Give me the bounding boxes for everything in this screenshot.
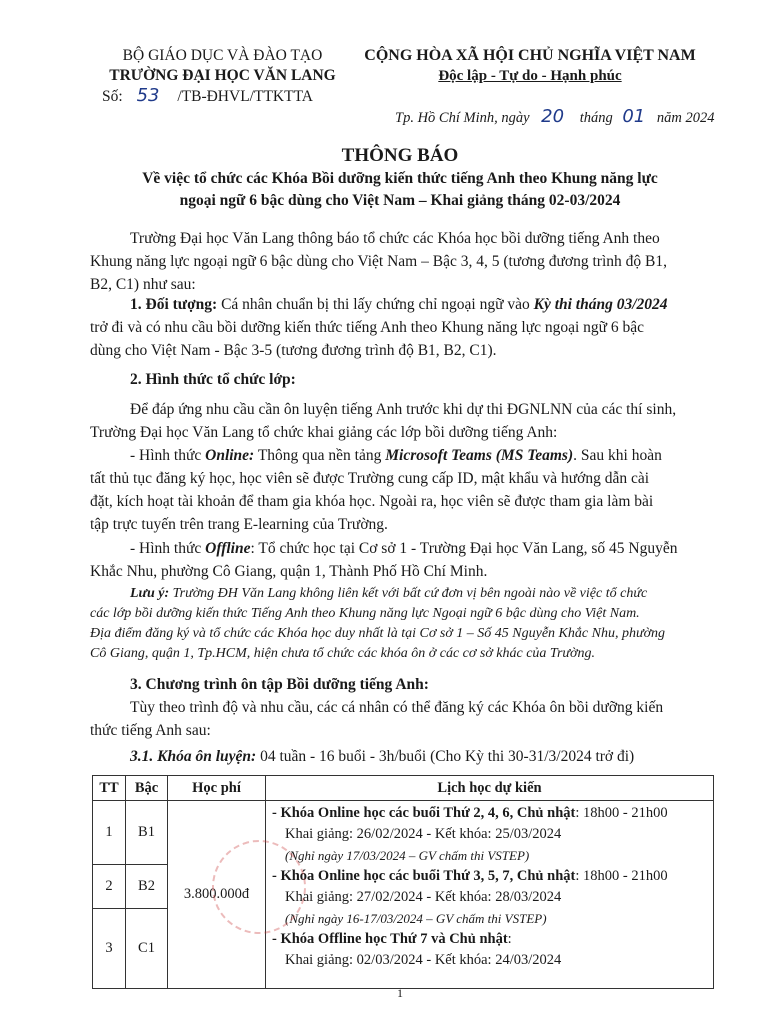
handwritten-month: 01 [622, 106, 646, 127]
fee-cell: 3.800.000đ [168, 801, 266, 989]
note-label: Lưu ý: [130, 586, 170, 601]
intro-paragraph: Trường Đại học Văn Lang thông báo tổ chức các Khóa học bồi dưỡng tiếng Anh theo Khung năng lực ngoại ngữ 6 bậc dùng cho Việt Nam – Bậc 3, 4, 5 (tương đương trình độ B1, B2, C1) như sau: [90, 230, 667, 293]
table-header-row [93, 776, 714, 801]
header-tt: TT [93, 776, 126, 801]
row-level: C1 [126, 909, 168, 989]
note-paragraph: Lưu ý: Trường ĐH Văn Lang không liên kết với bất cứ đơn vị bên ngoài nào về việc tổ chức các lớp bồi dưỡng kiến thức Tiếng Anh theo Khung năng lực Ngoại ngữ 6 bậc dùng cho Việt Nam. Địa điểm đăng ký và tổ chức các Khóa học duy nhất là tại Cơ sở 1 – Số 45 Nguyễn Khắc Nhu, phường Cô Giang, quận 1, Tp.HCM, hiện chưa tổ chức các khóa ôn ở các cơ sở khác của Trường. [90, 586, 666, 661]
row-number: 1 [93, 801, 126, 865]
exam-date-highlight: Kỳ thi tháng 03/2024 [533, 296, 668, 313]
row-level: B2 [126, 865, 168, 909]
row-level: B1 [126, 801, 168, 865]
header-fee: Học phí [168, 776, 266, 801]
section-3-1: 3.1. Khóa ôn luyện: 04 tuần - 16 buổi - 3h/buổi (Cho Kỳ thi 30-31/3/2024 trở đi) [130, 748, 635, 765]
handwritten-day: 20 [541, 106, 565, 127]
notice-subtitle: Về việc tổ chức các Khóa Bồi dưỡng kiến thức tiếng Anh theo Khung năng lực ngoại ngữ 6 bậc dùng cho Việt Nam – Khai giảng tháng 02-03/2024 [142, 170, 658, 209]
header-schedule: Lịch học dự kiến [266, 776, 714, 801]
section-1-label: 1. Đối tượng: [130, 296, 218, 313]
national-motto: Độc lập - Tự do - Hạnh phúc [438, 68, 622, 84]
section-3-intro: Tùy theo trình độ và nhu cầu, các cá nhân có thể đăng ký các Khóa ôn bồi dưỡng kiến thức tiếng Anh sau: [90, 699, 664, 739]
ministry-name: BỘ GIÁO DỤC VÀ ĐÀO TẠO [122, 47, 323, 64]
schedule-table [92, 775, 714, 989]
header-right [350, 46, 710, 86]
subsection-label: 3.1. Khóa ôn luyện: [130, 748, 257, 765]
section-2-heading: 2. Hình thức tổ chức lớp: [130, 371, 296, 388]
row-number: 2 [93, 865, 126, 909]
offline-format: - Hình thức Offline: Tổ chức học tại Cơ sở 1 - Trường Đại học Văn Lang, số 45 Nguyễn Khắc Nhu, phường Cô Giang, quận 1, Thành Phố Hồ Chí Minh. [90, 540, 678, 580]
schedule-cell: - Khóa Online học các buổi Thứ 2, 4, 6, Chủ nhật: 18h00 - 21h00 Khai giảng: 26/02/2024 - Kết khóa: 25/03/2024 (Nghỉ ngày 17/03/2024 – GV chấm thi VSTEP) - Khóa Online học các buổi Thứ 3, 5, 7, Chủ nhật: 18h00 - 21h00 Khai giảng: 27/02/2024 - Kết khóa: 28/03/2024 (Nghỉ ngày 16-17/03/2024 – GV chấm thi VSTEP) - Khóa Offline học Thứ 7 và Chủ nhật: Khai giảng: 02/03/2024 - Kết khóa: 24/03/2024 [266, 801, 714, 989]
section-1: 1. Đối tượng: Cá nhân chuẩn bị thi lấy chứng chỉ ngoại ngữ vào Kỳ thi tháng 03/2024 trở đi và có nhu cầu bồi dưỡng kiến thức tiếng Anh theo Khung năng lực ngoại ngữ 6 bậc dùng cho Việt Nam - Bậc 3-5 (tương đương trình độ B1, B2, C1). [90, 296, 668, 359]
notice-title: THÔNG BÁO [341, 145, 459, 166]
university-name: TRƯỜNG ĐẠI HỌC VĂN LANG [109, 67, 336, 84]
handwritten-doc-number: 53 [136, 85, 160, 106]
section-2-intro: Để đáp ứng nhu cầu cần ôn luyện tiếng Anh trước khi dự thi ĐGNLNN của các thí sinh, Trường Đại học Văn Lang tổ chức khai giảng các lớp bồi dưỡng tiếng Anh: [90, 401, 677, 441]
ms-teams-platform: Microsoft Teams (MS Teams) [385, 447, 574, 464]
document-date: Tp. Hồ Chí Minh, ngày 20 tháng 01 năm 2024 [395, 106, 715, 127]
document-number: Số: 53 /TB-ĐHVL/TTKTTA [102, 85, 313, 106]
online-format: - Hình thức Online: Thông qua nền tảng Microsoft Teams (MS Teams). Sau khi hoàn tất thủ tục đăng ký học, học viên sẽ được Trường cung cấp ID, mật khẩu và hướng dẫn cài đặt, kích hoạt tài khoản để tham gia khóa học. Ngoài ra, học viên sẽ được tham gia làm bài tập trực tuyến trên trang E-learning của Trường. [90, 447, 662, 533]
republic-name: CỘNG HÒA XÃ HỘI CHỦ NGHĨA VIỆT NAM [364, 47, 696, 64]
header-left [80, 46, 365, 107]
header-level: Bậc [126, 776, 168, 801]
row-number: 3 [93, 909, 126, 989]
section-3-heading: 3. Chương trình ôn tập Bồi dưỡng tiếng Anh: [130, 676, 429, 693]
table-row [93, 801, 714, 865]
page-number: 1 [397, 986, 403, 1000]
